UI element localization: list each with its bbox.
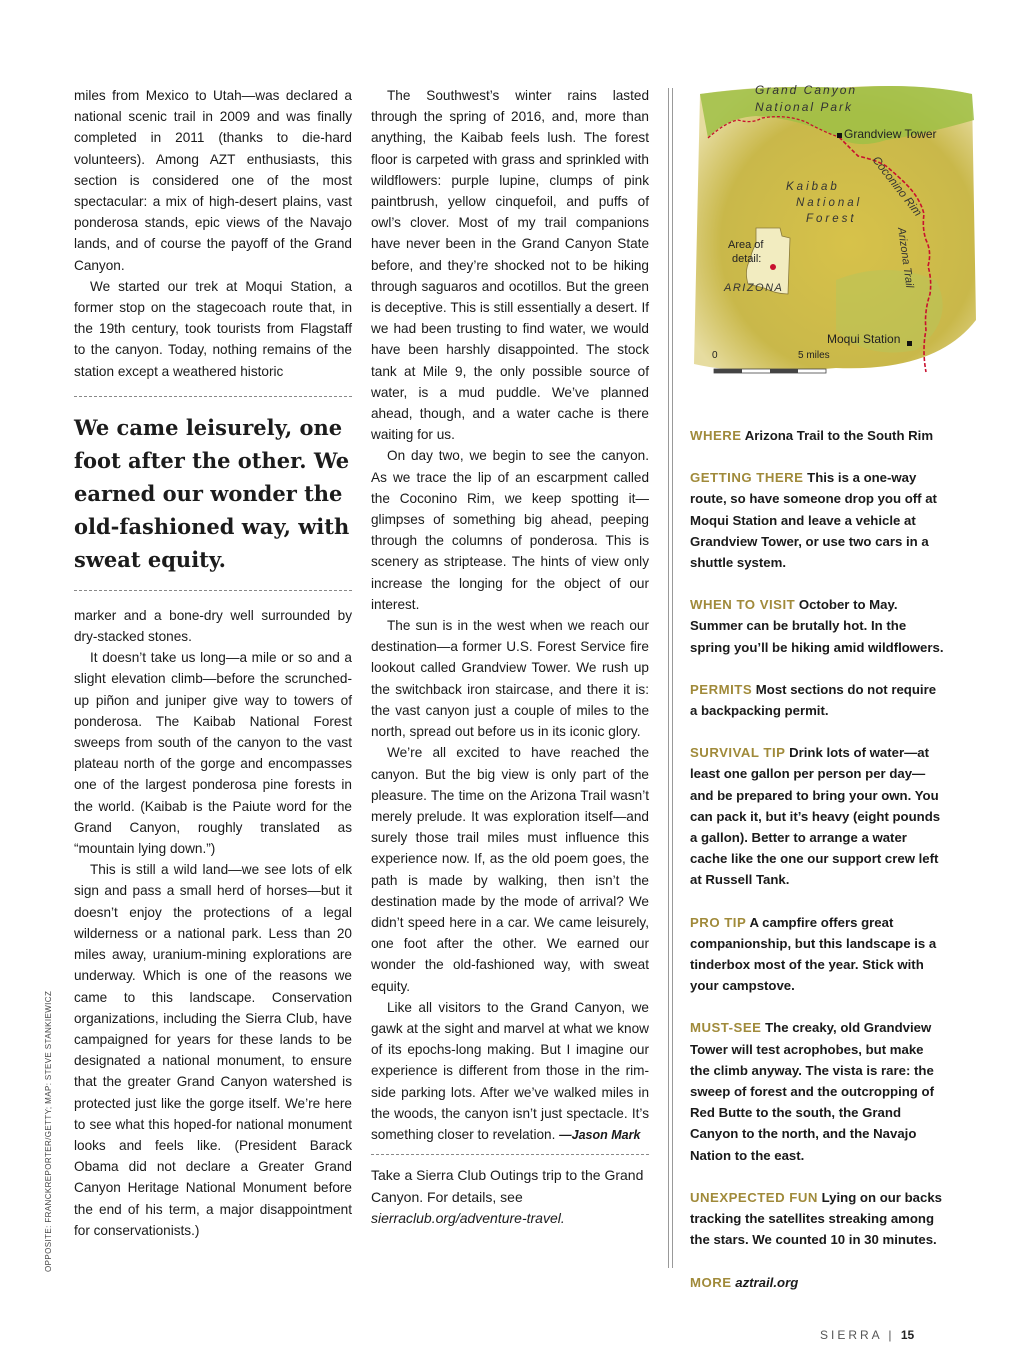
tip-heading: WHERE — [690, 428, 742, 443]
article-paragraph: It doesn’t take us long—a mile or so and a slight elevation climb—before the scrunched-up piñon and juniper give way to towers of ponderosa. The Kaibab National Forest sweeps from south of the canyon to the vast plateau north of the gorge and encompasses one of the largest ponderosa pine forests in the world. (Kaibab is the Paiute word for the Grand Canyon, roughly translated as “mountain lying down.”) — [74, 650, 352, 857]
map-label-area-1: Area of — [728, 239, 764, 251]
tip-survival — [690, 742, 946, 890]
pullquote-divider — [74, 590, 352, 591]
scale-bar — [714, 369, 826, 373]
map-label-forest-2: National — [796, 197, 863, 209]
outing-divider — [371, 1154, 649, 1155]
tip-text: A campfire offers great companionship, but this landscape is a tinderbox most of the year. Stick with your campstove. — [690, 914, 937, 994]
page-footer — [820, 1328, 950, 1342]
author-signoff: —Jason Mark — [559, 1127, 641, 1142]
article-paragraph: The sun is in the west when we reach our destination—a former U.S. Forest Service fire lookout called Grandview Tower. We rush up the switchback iron staircase, and there it is: the vast canyon just a couple of miles to the north, spread out before us in its iconic glory. — [371, 618, 649, 740]
tip-more — [690, 1272, 946, 1293]
pullquote-divider — [74, 396, 352, 397]
tip-when-to-visit — [690, 594, 946, 658]
map-label-area-2: detail: — [732, 253, 762, 265]
more-link[interactable]: aztrail.org — [735, 1274, 799, 1290]
scale-label-five: 5 miles — [798, 350, 830, 361]
column-rule — [668, 88, 669, 1268]
article-paragraph: We started our trek at Moqui Station, a former stop on the stagecoach route that, in the 19th century, took tourists from Flagstaff to the canyon. Today, nothing remains of the station except a weathered historic — [74, 278, 352, 379]
photo-credit: OPPOSITE: FRANCKREPORTER/GETTY; MAP: STEVE STANKIEWICZ — [44, 990, 53, 1272]
page-number: 15 — [900, 1328, 915, 1342]
footer-separator: | — [888, 1328, 895, 1342]
tip-heading: MUST-SEE — [690, 1020, 762, 1036]
pull-quote: We came leisurely, one foot after the other. We earned our wonder the old-fashioned way, with sweat equity. — [74, 414, 350, 572]
article-paragraph: We’re all excited to have reached the canyon. But the big view is only part of the pleasure. The time on the Arizona Trail wasn’t merely prelude. It was exploration itself—and surely those trail miles must influence this experience now. If, as the old poem goes, the path is made by walking, then isn’t the destination made by the mode of arrival? We didn’t speed here in a car. We came leisurely, one foot after the other. We earned our wonder the old-fashioned way, with sweat equity. — [371, 745, 649, 994]
tip-pro — [690, 912, 946, 997]
tip-heading: GETTING THERE — [690, 470, 804, 486]
map-label-trail: Arizona Trail — [895, 226, 916, 289]
map-label-park-2: National Park — [755, 100, 854, 114]
tip-permits — [690, 679, 946, 721]
grandview-tower-marker — [837, 133, 842, 138]
article-paragraph — [371, 997, 649, 1146]
map-label-park-1: Grand Canyon — [755, 83, 858, 97]
article-paragraph: The Southwest’s winter rains lasted through the spring of 2016, and, more than anything, the Kaibab feels lush. The forest floor is carpeted with grass and sprinkled with wildflowers: purple lupine, clumps of pink paintbrush, yellow cinquefoil, and puffs of owl’s clover. Most of my trail companions have never been in the Grand Canyon State before, and they’re shocked not to be hiking through saguaros and ocotillos. But the green is deceptive. This is still essentially a desert. If we had been trusting to find water, we would have been harshly disappointed. The stock tank at Mile 9, the only possible source of water, is a mud puddle. We’ve planned ahead, though, and a water cache is there waiting for us. — [371, 88, 649, 443]
map-label-state: ARIZONA — [724, 282, 784, 294]
article-paragraph: miles from Mexico to Utah—was declared a national scenic trail in 2009 and was finally completed in 2011 (thanks to die-hard volunteers). Among AZT enthusiasts, this section is considered one of the most spectacular: a mix of high-desert plains, vast ponderosa stands, epic views of the Navajo lands, and of course the payoff of the Grand Canyon. — [74, 88, 352, 273]
tip-text: The creaky, old Grandview Tower will test acrophobes, but make the climb anyway. The vista is rare: the sweep of forest and the outcropping of Red Butte to the south, the Grand Canyon to the north, and the Navajo Nation to the east. — [690, 1020, 934, 1163]
tip-unexpected-fun — [690, 1187, 946, 1251]
trip-sidebar — [690, 425, 946, 1314]
map-label-station: Moqui Station — [827, 332, 901, 346]
tip-heading: SURVIVAL TIP — [690, 745, 786, 761]
tip-where — [690, 425, 946, 446]
tip-heading: WHEN TO VISIT — [690, 597, 796, 613]
tip-text: Arizona Trail to the South Rim — [744, 428, 934, 443]
tip-getting-there — [690, 467, 946, 573]
tip-text: Lying on our backs tracking the satellites streaking among the stars. We counted 10 in 30 minutes. — [690, 1189, 942, 1248]
map-label-tower: Grandview Tower — [844, 127, 937, 141]
moqui-station-marker — [907, 341, 912, 346]
tip-must-see — [690, 1017, 946, 1165]
outing-promo — [371, 1165, 649, 1230]
tip-text: Drink lots of water—at least one gallon per person per day—and be prepared to bring your own. You can pack it, but it’s heavy (eight pounds a gallon). Better to arrange a water cache like the one our support crew left at Russell Tank. — [690, 745, 941, 888]
article-column-2 — [371, 85, 649, 1230]
magazine-name: SIERRA — [820, 1328, 883, 1342]
tip-heading: UNEXPECTED FUN — [690, 1189, 818, 1205]
trail-map — [686, 80, 978, 376]
article-paragraph: This is still a wild land—we see lots of elk sign and pass a small herd of horses—but it doesn’t enjoy the protections of a legal wilderness or a national park. Less than 20 miles away, uranium-mining explorations are underway. Which is one of the reasons we came to this landscape. Conservation organizations, including the Sierra Club, have campaigned for years for these lands to be designated a national monument, to ensure that the greater Grand Canyon watershed is protected just like the gorge itself. We’re here to see what this hoped-for national monument looks and feels like. (President Barack Obama did not declare a Greater Grand Canyon Heritage National Monument before the end of his term, a major disappointment for conservationists.) — [74, 862, 352, 1238]
column-rule — [672, 88, 673, 1268]
area-of-detail-dot — [770, 264, 776, 270]
map-label-rim: Coconino Rim — [869, 154, 924, 219]
outing-text: Take a Sierra Club Outings trip to the Grand Canyon. For details, see — [371, 1167, 644, 1205]
tip-heading: PRO TIP — [690, 914, 747, 930]
article-column-1 — [74, 85, 352, 1241]
article-paragraph: marker and a bone-dry well surrounded by dry-stacked stones. — [74, 607, 352, 645]
article-paragraph: On day two, we begin to see the canyon. As we trace the lip of an escarpment called the Coconino Rim, we keep spotting it—glimpses of something big ahead, peeping through the columns of ponderosa. This is scenery as striptease. The hints of view only increase the longing for the object of our interest. — [371, 448, 649, 612]
tip-text: Most sections do not require a backpacking permit. — [690, 681, 937, 719]
tip-heading: PERMITS — [690, 681, 753, 697]
article-paragraph-text: Like all visitors to the Grand Canyon, we gawk at the sight and marvel at what we know of its epochs-long making. But I imagine our experience is different from those in the rim-side parking lots. After we’ve walked miles in the woods, the canyon isn’t just spectacle. It’s something closer to revelation. — [371, 999, 649, 1142]
tip-text: October to May. Summer can be brutally hot. In the spring you’ll be hiking amid wildflowers. — [690, 597, 944, 655]
tip-text: This is a one-way route, so have someone drop you off at Moqui Station and leave a vehicle at Grandview Tower, or use two cars in a shuttle system. — [690, 470, 937, 571]
map-label-forest-3: Forest — [806, 213, 857, 225]
scale-label-zero: 0 — [712, 350, 718, 361]
map-label-forest-1: Kaibab — [786, 181, 840, 193]
outing-link[interactable]: sierraclub.org/adventure-travel. — [371, 1210, 565, 1227]
tip-heading: MORE — [690, 1274, 732, 1290]
